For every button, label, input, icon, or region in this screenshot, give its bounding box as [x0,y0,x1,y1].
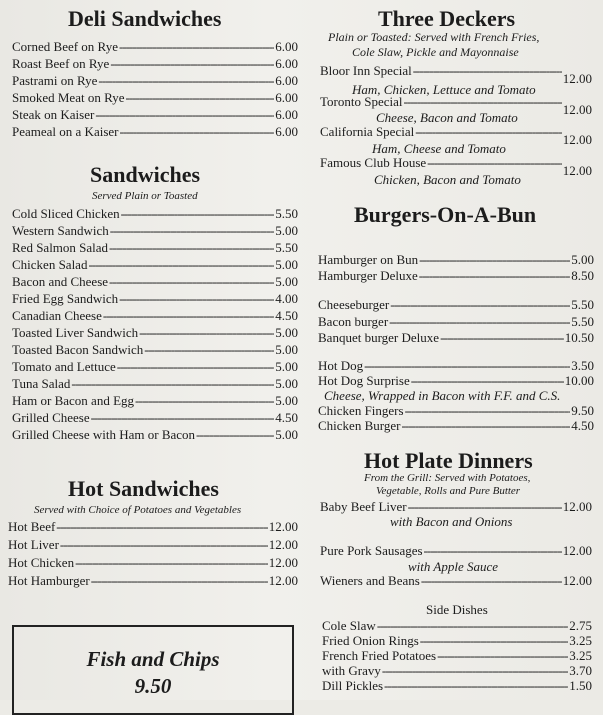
menu-item: Banquet burger Deluxe ----- 10.50 [318,330,594,346]
menu-item: Pastrami on Rye ----- 6.00 [12,73,298,89]
dinners-note-1: From the Grill: Served with Potatoes, [364,472,531,484]
menu-item: Pure Pork Sausages ----- 12.00 [320,543,592,559]
menu-item: Bacon burger ----- 5.50 [318,314,594,330]
menu-item: Hot Dog Surprise ----- 10.00 [318,373,594,389]
item-description: Ham, Chicken, Lettuce and Tomato [352,82,536,97]
item-description: Cheese, Wrapped in Bacon with F.F. and C.S. [324,388,561,403]
menu-item: Chicken Burger ----- 4.50 [318,418,594,434]
menu-item: with Gravy ----- 3.70 [322,663,592,679]
menu-item: Cole Slaw ----- 2.75 [322,618,592,634]
dinners-note-2: Vegetable, Rolls and Pure Butter [376,485,521,497]
menu-item: Hot Hamburger ----- 12.00 [8,573,298,589]
menu-item: Grilled Cheese with Ham or Bacon ----- 5.00 [12,427,298,443]
menu-item: Tuna Salad ----- 5.00 [12,376,298,392]
fish-and-chips-box [12,625,294,715]
sides-title: Side Dishes [426,602,488,617]
menu-item: Tomato and Lettuce ----- 5.00 [12,359,298,375]
item-description: Chicken, Bacon and Tomato [374,172,521,187]
menu-item: Fried Egg Sandwich ----- 4.00 [12,291,298,307]
menu-item: Peameal on a Kaiser ----- 6.00 [12,124,298,140]
menu-item: Hamburger on Bun ----- 5.00 [318,252,594,268]
menu-item: Chicken Fingers ----- 9.50 [318,403,594,419]
menu-item: Fried Onion Rings ----- 3.25 [322,633,592,649]
menu-item: California Special ----- 12.00 [320,124,592,140]
menu-item: Cold Sliced Chicken ----- 5.50 [12,206,298,222]
hot-sandwiches-note: Served with Choice of Potatoes and Vegetables [34,504,242,516]
menu-item: Baby Beef Liver ----- 12.00 [320,499,592,515]
menu-item: Hamburger Deluxe ----- 8.50 [318,268,594,284]
menu-item: Hot Dog ----- 3.50 [318,358,594,374]
menu-item: Wieners and Beans ----- 12.00 [320,573,592,589]
item-description: Cheese, Bacon and Tomato [376,110,518,125]
menu-item: French Fried Potatoes ----- 3.25 [322,648,592,664]
deli-title: Deli Sandwiches [68,6,222,31]
menu-item: Steak on Kaiser ----- 6.00 [12,107,298,123]
fish-title: Fish and Chips [86,647,220,671]
menu-item: Bacon and Cheese ----- 5.00 [12,274,298,290]
item-description: with Bacon and Onions [390,514,513,529]
three-deckers-note-2: Cole Slaw, Pickle and Mayonnaise [352,45,519,59]
menu-item: Famous Club House ----- 12.00 [320,155,592,171]
hot-sandwiches-title: Hot Sandwiches [68,476,219,501]
dinners-title: Hot Plate Dinners [364,448,533,473]
menu-item: Western Sandwich ----- 5.00 [12,223,298,239]
menu-item: Smoked Meat on Rye ----- 6.00 [12,90,298,106]
menu-item: Dill Pickles ----- 1.50 [322,678,592,694]
menu-item: Ham or Bacon and Egg ----- 5.00 [12,393,298,409]
menu-item: Canadian Cheese ----- 4.50 [12,308,298,324]
menu-item: Toasted Bacon Sandwich ----- 5.00 [12,342,298,358]
sandwiches-title: Sandwiches [90,162,201,187]
menu-item: Corned Beef on Rye ----- 6.00 [12,39,298,55]
menu-item: Roast Beef on Rye ----- 6.00 [12,56,298,72]
three-deckers-title: Three Deckers [378,6,516,31]
menu-item: Grilled Cheese ----- 4.50 [12,410,298,426]
fish-price: 9.50 [134,674,172,698]
menu-item: Chicken Salad ----- 5.00 [12,257,298,273]
menu-item: Cheeseburger ----- 5.50 [318,297,594,313]
menu-item: Hot Chicken ----- 12.00 [8,555,298,571]
menu-item: Red Salmon Salad ----- 5.50 [12,240,298,256]
item-description: with Apple Sauce [408,559,499,574]
burgers-title: Burgers-On-A-Bun [354,202,537,227]
menu-item: Toasted Liver Sandwich ----- 5.00 [12,325,298,341]
menu-item: Toronto Special ----- 12.00 [320,94,592,110]
item-description: Ham, Cheese and Tomato [372,141,506,156]
three-deckers-note-1: Plain or Toasted: Served with French Fries, [328,30,540,44]
menu-item: Hot Beef ----- 12.00 [8,519,298,535]
menu-item: Bloor Inn Special ----- 12.00 [320,63,592,79]
menu-item: Hot Liver ----- 12.00 [8,537,298,553]
sandwiches-note: Served Plain or Toasted [92,190,198,202]
